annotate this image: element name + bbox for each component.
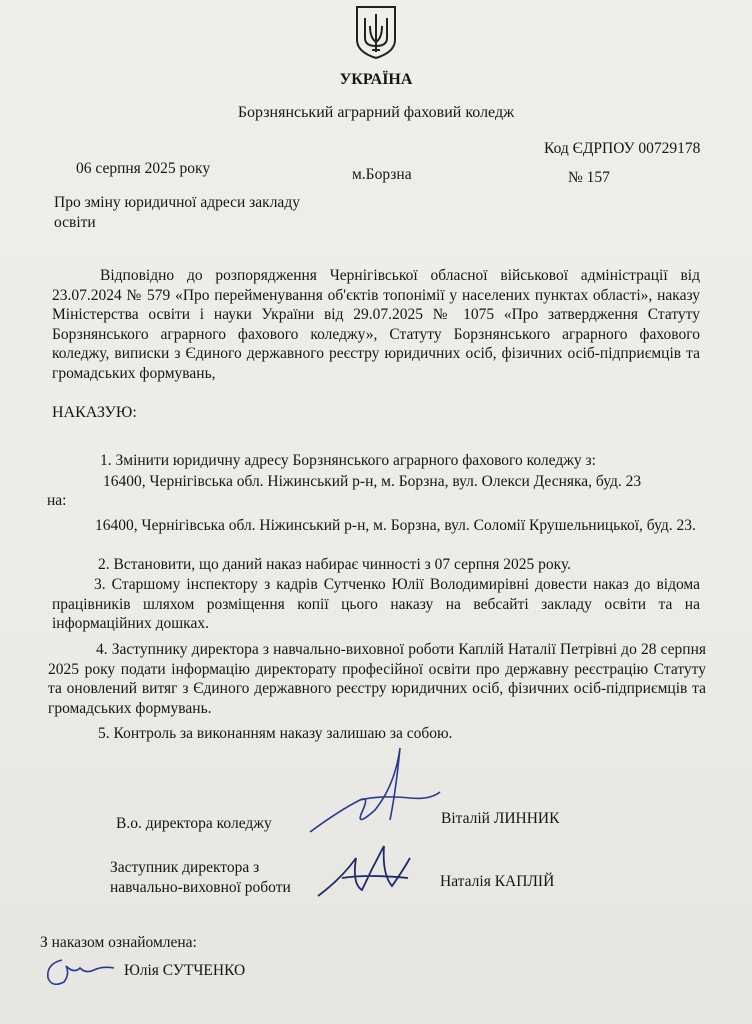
acquainted-label: З наказом ознайомлена: xyxy=(40,934,197,951)
director-signature-icon xyxy=(300,740,450,840)
acquainted-signature-icon xyxy=(40,952,120,996)
item-4: 4. Заступнику директора з навчально-виховної роботи Каплій Наталії Петрівні до 28 серпня 2025 року подати інформацію директорату професійної освіти про державну реєстрацію Статуту та оновлений витяг з Єдиного державного реєстру юридичних осіб, фізичних осіб-підприємців та громадських формувань. xyxy=(48,641,706,717)
order-number: № 157 xyxy=(568,169,610,186)
item-3: 3. Старшому інспектору з кадрів Сутченко Юлії Володимирівні довести наказ до відома працівників шляхом розміщення копії цього наказу на вебсайті закладу освіти та на інформаційних дошках. xyxy=(52,576,700,633)
item-5: 5. Контроль за виконанням наказу залишаю за собою. xyxy=(98,725,453,742)
edrpou-code: Код ЄДРПОУ 00729178 xyxy=(544,140,701,157)
to-label: на: xyxy=(47,492,67,509)
order-subject: Про зміну юридичної адреси закладу освіти xyxy=(54,194,300,231)
order-date: 06 серпня 2025 року xyxy=(76,160,211,177)
country-title: УКРАЇНА xyxy=(339,71,413,88)
order-city: м.Борзна xyxy=(352,166,412,183)
trident-emblem-icon xyxy=(353,4,399,60)
deputy-name: Наталія КАПЛІЙ xyxy=(440,873,555,890)
deputy-signature-icon xyxy=(312,838,422,904)
preamble-paragraph: Відповідно до розпорядження Чернігівської обласної військової адміністрації від 23.07.2024 № 579 «Про перейменування об'єктів топонімії у населених пунктах області», наказу Міністерства освіти і науки України від 29.07.2025 № 1075 «Про затвердження Статуту Борзнянського аграрного фахового коледжу», Статуту Борзнянського аграрного фахового коледжу, виписки з Єдиного державного реєстру юридичних осіб, фізичних осіб-підприємців та громадських формувань, xyxy=(52,267,700,382)
new-address: 16400, Чернігівська обл. Ніжинський р-н, м. Борзна, вул. Соломії Крушельницької, буд. 23. xyxy=(95,517,696,534)
director-title: В.о. директора коледжу xyxy=(116,815,272,832)
old-address: 16400, Чернігівська обл. Ніжинський р-н, м. Борзна, вул. Олекси Десняка, буд. 23 xyxy=(103,473,642,490)
institution-name: Борзнянський аграрний фаховий коледж xyxy=(237,104,515,121)
director-name: Віталій ЛИННИК xyxy=(441,810,560,827)
item-2: 2. Встановити, що даний наказ набирає чинності з 07 серпня 2025 року. xyxy=(98,556,572,573)
deputy-title: Заступник директора з навчально-виховної роботи xyxy=(110,859,291,896)
order-heading: НАКАЗУЮ: xyxy=(52,404,137,421)
item-1: 1. Змінити юридичну адресу Борзнянського аграрного фахового коледжу з: xyxy=(100,452,596,469)
acquainted-name: Юлія СУТЧЕНКО xyxy=(124,962,246,979)
